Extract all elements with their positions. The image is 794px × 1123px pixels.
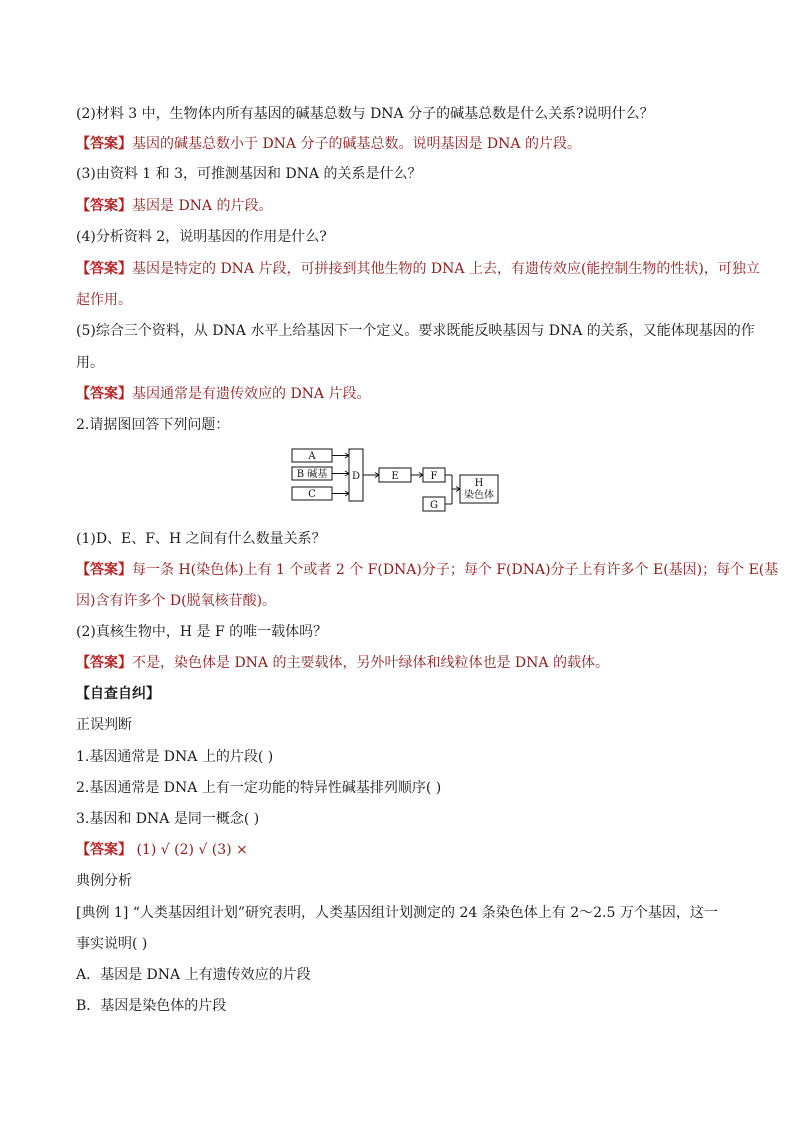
question-2-2b: (2)真核生物中，H 是 F 的唯一载体吗？ — [76, 624, 328, 640]
label-f: F — [430, 471, 438, 482]
answer-tag: 【答案】 — [76, 655, 132, 671]
answer-text: (1) √ (2) √ (3) × — [132, 842, 248, 858]
label-e: E — [391, 471, 399, 482]
answer-text: 每一条 H(染色体)上有 1 个或者 2 个 F(DNA)分子；每个 F(DNA)分子上有许多个 E(基因)；每个 E(基 — [132, 562, 779, 578]
answer-2-4-line1 — [76, 259, 760, 279]
option-a: A．基因是 DNA 上有遗传效应的片段 — [76, 967, 311, 983]
answer-q2-1-line2: 因)含有许多个 D(脱氧核苷酸)。 — [76, 593, 277, 609]
question-2-2: (2)材料 3 中，生物体内所有基因的碱基总数与 DNA 分子的碱基总数是什么关系?说明什么？ — [76, 106, 654, 122]
answer-q2-1-line1 — [76, 560, 778, 580]
judge-title: 正误判断 — [76, 717, 132, 733]
label-h: H — [474, 478, 484, 489]
question-2-1: (1)D、E、F、H 之间有什么数量关系？ — [76, 531, 326, 547]
answer-tag: 【答案】 — [76, 386, 132, 402]
question-2-3: (3)由资料 1 和 3，可推测基因和 DNA 的关系是什么？ — [76, 166, 422, 182]
answer-q2-2 — [76, 653, 609, 673]
judge-item-3: 3.基因和 DNA 是同一概念( ) — [76, 811, 260, 827]
answer-tag: 【答案】 — [76, 198, 132, 214]
label-d: D — [351, 471, 361, 482]
answer-tag: 【答案】 — [76, 562, 132, 578]
judge-item-1: 1.基因通常是 DNA 上的片段( ) — [76, 749, 274, 765]
gene-dna-chromosome-diagram — [290, 446, 500, 516]
question-2-5-line2: 用。 — [76, 355, 104, 371]
label-h-chromosome: 染色体 — [464, 490, 494, 501]
answer-text: 基因是 DNA 的片段。 — [132, 198, 273, 214]
self-check-heading: 【自查自纠】 — [76, 686, 160, 702]
question-2-4: (4)分析资料 2，说明基因的作用是什么? — [76, 229, 327, 245]
answer-text: 基因是特定的 DNA 片段，可拼接到其他生物的 DNA 上去，有遗传效应(能控制生物的性状)，可独立 — [132, 261, 760, 277]
answer-2-2 — [76, 134, 581, 154]
answer-tag: 【答案】 — [76, 842, 132, 858]
answer-2-3 — [76, 196, 273, 216]
judge-answer — [76, 840, 248, 860]
answer-tag: 【答案】 — [76, 261, 132, 277]
answer-2-4-line2: 起作用。 — [76, 292, 132, 308]
example-title: 典例分析 — [76, 873, 132, 889]
option-b: B．基因是染色体的片段 — [76, 998, 227, 1014]
label-a: A — [308, 451, 316, 462]
example-1-line1: [典例 1] “人类基因组计划”研究表明，人类基因组计划测定的 24 条染色体上有 2～2.5 万个基因，这一 — [76, 905, 718, 921]
answer-text: 基因通常是有遗传效应的 DNA 片段。 — [132, 386, 371, 402]
question-2-5-line1: (5)综合三个资料，从 DNA 水平上给基因下一个定义。要求既能反映基因与 DNA 的关系，又能体现基因的作 — [76, 323, 755, 339]
label-c: C — [308, 489, 316, 500]
answer-text: 不是，染色体是 DNA 的主要载体，另外叶绿体和线粒体也是 DNA 的载体。 — [132, 655, 609, 671]
judge-item-2: 2.基因通常是 DNA 上有一定功能的特异性碱基排列顺序( ) — [76, 780, 442, 796]
answer-2-5 — [76, 384, 371, 404]
answer-tag: 【答案】 — [76, 136, 132, 152]
example-1-line2: 事实说明( ) — [76, 936, 148, 952]
answer-text: 基因的碱基总数小于 DNA 分子的碱基总数。说明基因是 DNA 的片段。 — [132, 136, 581, 152]
label-g: G — [430, 500, 438, 511]
question-2-title: 2.请据图回答下列问题： — [76, 417, 230, 433]
label-b: B 碱基 — [296, 469, 328, 480]
